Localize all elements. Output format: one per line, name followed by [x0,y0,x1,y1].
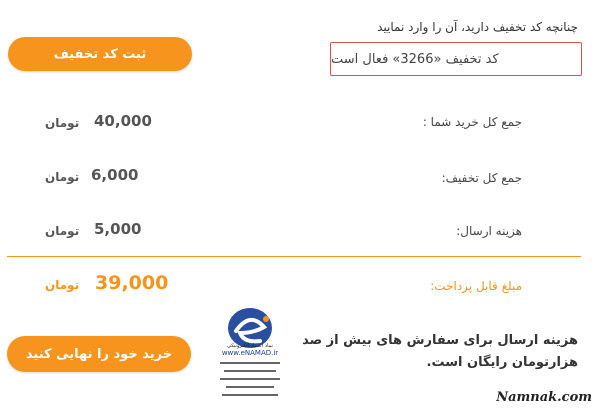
payable-unit: تومان [45,278,80,292]
finalize-purchase-label: خرید خود را نهایی کنید [25,346,173,362]
apply-coupon-label: ثبت کد تخفیف [53,46,147,62]
discount-unit: تومان [45,170,80,184]
coupon-prompt: چنانچه کد تخفیف دارید، آن را وارد نمایید [377,20,578,34]
discount-label: جمع کل تخفیف: [441,171,522,185]
summary-divider [7,256,581,257]
watermark: Namnak.com [496,390,592,405]
subtotal-label: جمع کل خرید شما : [422,115,522,129]
payable-label: مبلغ قابل پرداخت: [430,279,522,293]
discount-amount: 6,000 [91,166,139,184]
apply-coupon-button[interactable] [8,37,192,71]
shipping-label: هزینه ارسال: [456,224,522,238]
finalize-purchase-button[interactable] [7,336,191,372]
enamad-title: نماد اعتماد الکترونیکی [227,343,273,349]
shipping-note: هزینه ارسال برای سفارش های بیش از صد هزارتومان رایگان است. [302,333,578,370]
subtotal-unit: تومان [45,116,80,130]
shipping-amount: 5,000 [94,220,142,238]
coupon-status-text: کد تخفیف «3266» فعال است [331,51,499,67]
payable-amount: 39,000 [95,272,169,294]
subtotal-amount: 40,000 [94,112,152,130]
enamad-url: www.eNAMAD.ir [212,349,288,357]
shipping-unit: تومان [45,224,80,238]
coupon-status-field[interactable] [330,42,582,76]
